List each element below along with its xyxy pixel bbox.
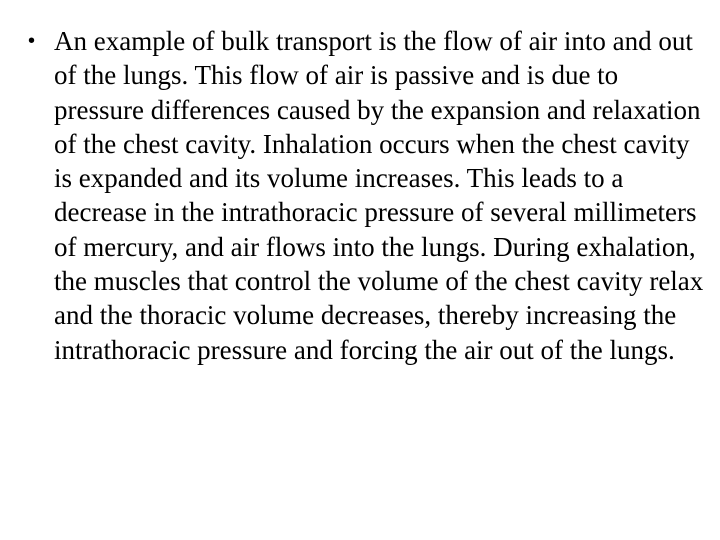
bullet-marker: • [28,30,36,52]
bullet-item [28,24,708,367]
bullet-text: An example of bulk transport is the flow of air into and out of the lungs. This flow of air is passive and is due to pressure differences caused by the expansion and relaxation of the chest cavity. Inhalation occurs when the chest cavity is expanded and its volume increases. This leads to a decrease in the intrathoracic pressure of several millimeters of mercury, and air flows into the lungs. During exhalation, the muscles that control the volume of the chest cavity relax and the thoracic volume decreases, thereby increasing the intrathoracic pressure and forcing the air out of the lungs. [54,26,704,365]
bullet-list [28,24,708,367]
